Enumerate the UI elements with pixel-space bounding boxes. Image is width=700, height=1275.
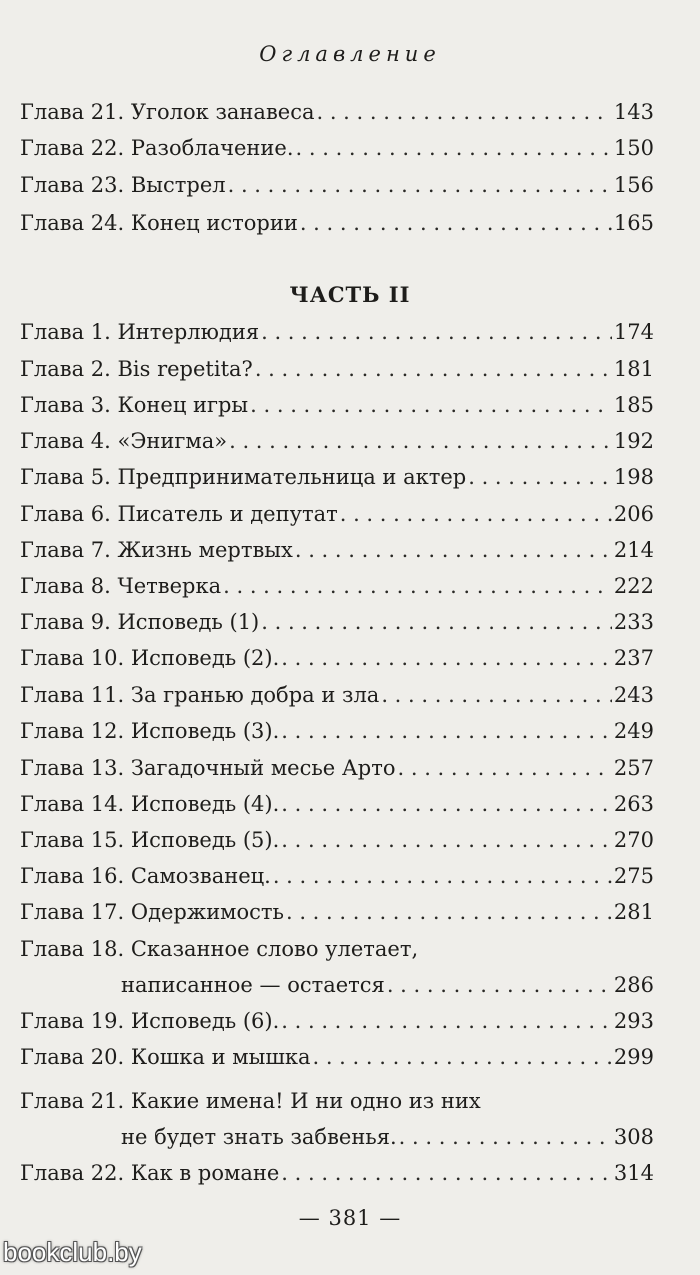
page-number: 214 (613, 538, 654, 562)
toc-entry (20, 390, 654, 420)
chapter-title: Глава 24. Конец истории (20, 211, 298, 235)
dot-leader (281, 643, 612, 673)
dot-leader (340, 499, 612, 529)
chapter-title: написанное — остается (121, 973, 385, 997)
toc-entry (20, 607, 654, 637)
page-number: 286 (613, 973, 654, 997)
toc-entry (20, 789, 654, 819)
toc-entry (20, 354, 654, 384)
page-number: 263 (613, 792, 654, 816)
page-number: 275 (613, 864, 654, 888)
dot-leader (229, 426, 612, 456)
chapter-title: Глава 13. Загадочный месье Арто (20, 756, 396, 780)
page-number: 150 (613, 136, 654, 160)
dot-leader (281, 825, 612, 855)
part-heading: ЧАСТЬ II (289, 282, 411, 307)
chapter-title: Глава 16. Самозванец. (20, 864, 271, 888)
chapter-title: Глава 12. Исповедь (3). (20, 719, 280, 743)
chapter-title: Глава 10. Исповедь (2). (20, 646, 280, 670)
page-number: 270 (613, 828, 654, 852)
toc-entry (20, 753, 654, 783)
dot-leader (223, 571, 612, 601)
toc-entry (20, 897, 654, 927)
toc-entry (20, 1042, 654, 1072)
toc-entry (20, 208, 654, 238)
page-number: 249 (613, 719, 654, 743)
toc-entry (20, 133, 654, 163)
page-number: 308 (613, 1125, 654, 1149)
page-number: 156 (613, 173, 654, 197)
toc-entry (20, 861, 654, 891)
dot-leader (316, 97, 611, 127)
toc-entry (20, 97, 654, 127)
dot-leader (286, 897, 612, 927)
page-number: 222 (613, 574, 654, 598)
page-number: 181 (613, 357, 654, 381)
toc-entry (20, 317, 654, 347)
dot-leader (387, 970, 612, 1000)
toc-entry (20, 680, 654, 710)
dot-leader (273, 861, 612, 891)
page-number: 299 (613, 1045, 654, 1069)
toc-entry (20, 716, 654, 746)
page-number: 192 (613, 429, 654, 453)
toc-entry (20, 170, 654, 200)
chapter-title: Глава 23. Выстрел (20, 173, 226, 197)
toc-entry (20, 462, 654, 492)
toc-entry (20, 1158, 654, 1188)
chapter-title: Глава 21. Уголок занавеса (20, 100, 315, 124)
toc-entry-continuation (121, 1122, 654, 1152)
chapter-title: Глава 22. Разоблачение. (20, 136, 294, 160)
page-number: 185 (613, 393, 654, 417)
chapter-title: Глава 15. Исповедь (5). (20, 828, 280, 852)
dot-leader (296, 133, 612, 163)
page-number: 237 (613, 646, 654, 670)
page-number: 233 (613, 610, 654, 634)
dot-leader (281, 789, 612, 819)
chapter-title: Глава 4. «Энигма» (20, 429, 228, 453)
chapter-title: Глава 17. Одержимость (20, 900, 284, 924)
dot-leader (398, 753, 612, 783)
chapter-title: не будет знать забвенья. (121, 1125, 397, 1149)
chapter-title: Глава 2. Bis repetita? (20, 357, 253, 381)
chapter-title: Глава 19. Исповедь (6). (20, 1009, 280, 1033)
chapter-title: Глава 22. Как в романе (20, 1161, 280, 1185)
dot-leader (228, 170, 612, 200)
dot-leader (261, 607, 612, 637)
toc-entry (20, 499, 654, 529)
toc-entry (20, 825, 654, 855)
toc-entry (20, 535, 654, 565)
chapter-title: Глава 3. Конец игры (20, 393, 249, 417)
toc-entry (20, 643, 654, 673)
toc-entry (20, 426, 654, 456)
toc-header: Оглавление (259, 42, 441, 66)
toc-entry (20, 1006, 654, 1036)
dot-leader (295, 535, 612, 565)
chapter-title: Глава 18. Сказанное слово улетает, (20, 937, 419, 961)
page-number: 198 (613, 465, 654, 489)
chapter-title: Глава 9. Исповедь (1) (20, 610, 260, 634)
chapter-title: Глава 5. Предпринимательница и актер (20, 465, 467, 489)
page-number: 165 (613, 211, 654, 235)
toc-entry-continuation (121, 970, 654, 1000)
dot-leader (312, 1042, 611, 1072)
chapter-title: Глава 21. Какие имена! И ни одно из них (20, 1089, 481, 1113)
dot-leader (281, 1006, 612, 1036)
page-number: 243 (613, 683, 654, 707)
page-number: 314 (613, 1161, 654, 1185)
chapter-title: Глава 7. Жизнь мертвых (20, 538, 293, 562)
dot-leader (255, 354, 612, 384)
dot-leader (399, 1122, 612, 1152)
dot-leader (381, 680, 612, 710)
chapter-title: Глава 14. Исповедь (4). (20, 792, 280, 816)
chapter-title: Глава 1. Интерлюдия (20, 320, 260, 344)
toc-entry (20, 1086, 654, 1116)
toc-entry (20, 934, 654, 964)
page-number: 293 (613, 1009, 654, 1033)
page-number: 257 (613, 756, 654, 780)
page-number: 174 (613, 320, 654, 344)
dot-leader (300, 208, 612, 238)
page-number: 206 (613, 502, 654, 526)
dot-leader (281, 716, 612, 746)
page-number: 281 (613, 900, 654, 924)
watermark-text: bookclub.by (3, 1237, 142, 1267)
chapter-title: Глава 6. Писатель и депутат (20, 502, 338, 526)
dot-leader (261, 317, 612, 347)
toc-entry (20, 571, 654, 601)
dot-leader (468, 462, 612, 492)
chapter-title: Глава 8. Четверка (20, 574, 222, 598)
chapter-title: Глава 20. Кошка и мышка (20, 1045, 311, 1069)
folio-page-number: — 381 — (298, 1206, 402, 1230)
chapter-title: Глава 11. За гранью добра и зла (20, 683, 380, 707)
page-number: 143 (613, 100, 654, 124)
dot-leader (250, 390, 612, 420)
dot-leader (281, 1158, 612, 1188)
